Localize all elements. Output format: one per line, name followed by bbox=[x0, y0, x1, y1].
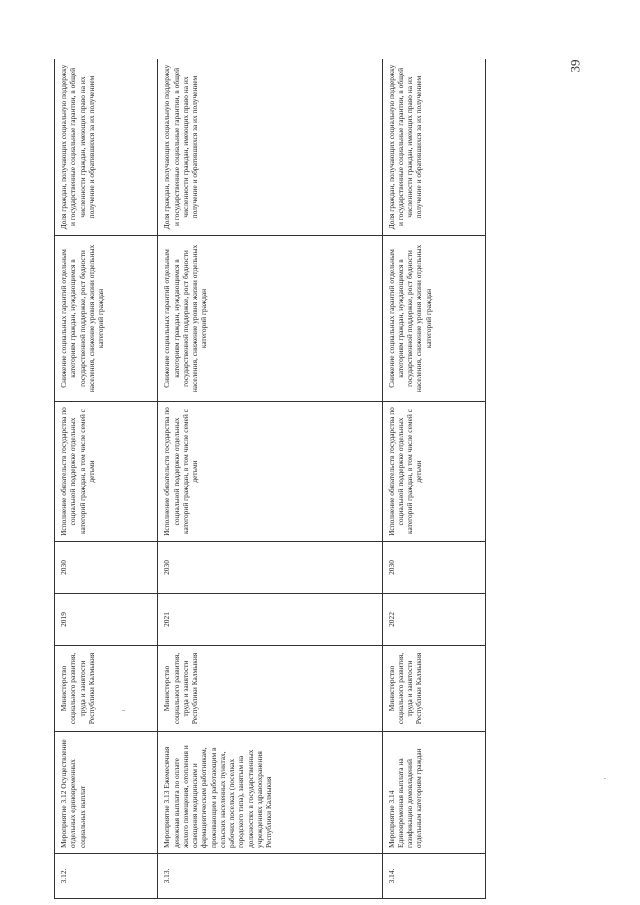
landscape-content bbox=[54, 59, 486, 899]
consequence-cell: Снижение социальных гарантий отдельным категориям граждан, нуждающимся в государственной поддержке, рост бедности населения, снижение уровня жизни отдельных категорий граждан bbox=[55, 236, 158, 402]
consequence-cell: Снижение социальных гарантий отдельным категориям граждан, нуждающимся в государственной поддержке, рост бедности населения, снижение уровня жизни отдельных категорий граждан bbox=[158, 236, 382, 402]
event-cell: Мероприятие 3.12 Осуществление отдельных единовременных социальных выплат bbox=[55, 732, 158, 854]
row-number: 3.14. bbox=[382, 854, 485, 899]
table-row bbox=[158, 59, 382, 899]
year-end-cell: 2030 bbox=[158, 542, 382, 594]
row-number: 3.13. bbox=[158, 854, 382, 899]
result-cell: Исполнение обязательств государства по социальной поддержке отдельных категорий граждан, в том числе семей с детьми bbox=[55, 402, 158, 542]
scan-speck bbox=[122, 710, 125, 711]
event-cell: Мероприятие 3.13 Ежемесячная денежная выплата по оплате жилого помещения, отопления и освещения медицинским и фармацевтическим работникам, проживающим и работающим в сельских населенных пунктах, рабочих поселках (поселках городского типа), занятым на должностях в государственных учреждениях здравоохранения Республики Калмыкия bbox=[158, 732, 382, 854]
year-end-cell: 2030 bbox=[382, 542, 485, 594]
year-start-cell: 2022 bbox=[382, 594, 485, 646]
measures-table bbox=[54, 59, 486, 899]
executor-cell: Министерство социального развития, труда и занятости Республики Калмыкия bbox=[382, 646, 485, 732]
result-cell: Исполнение обязательств государства по социальной поддержке отдельных категорий граждан, в том числе семей с детьми bbox=[158, 402, 382, 542]
indicator-cell: Доля граждан, получающих социальную поддержку и государственные социальные гарантии, в общей численности граждан, имеющих право на их получение и обратившихся за их получением bbox=[158, 59, 382, 236]
consequence-cell: Снижение социальных гарантий отдельным категориям граждан, нуждающимся в государственной поддержке, рост бедности населения, снижение уровня жизни отдельных категорий граждан bbox=[382, 236, 485, 402]
executor-cell: Министерство социального развития, труда и занятости Республики Калмыкия bbox=[55, 646, 158, 732]
page-number: 39 bbox=[567, 59, 583, 73]
result-cell: Исполнение обязательств государства по социальной поддержке отдельных категорий граждан, в том числе семей с детьми bbox=[382, 402, 485, 542]
indicator-cell: Доля граждан, получающих социальную поддержку и государственные социальные гарантии, в общей численности граждан, имеющих право на их получение и обратившихся за их получением bbox=[382, 59, 485, 236]
event-cell: Мероприятие 3.14 Единовременная выплата на газификацию домовладений отдельным категориям граждан bbox=[382, 732, 485, 854]
row-number: 3.12. bbox=[55, 854, 158, 899]
executor-cell: Министерство социального развития, труда и занятости Республики Калмыкия bbox=[158, 646, 382, 732]
table-row bbox=[382, 59, 485, 899]
year-start-cell: 2021 bbox=[158, 594, 382, 646]
indicator-cell: Доля граждан, получающих социальную поддержку и государственные социальные гарантии, в общей численности граждан, имеющих право на их получение и обратившихся за их получением bbox=[55, 59, 158, 236]
table-row bbox=[55, 59, 158, 899]
year-end-cell: 2030 bbox=[55, 542, 158, 594]
year-start-cell: 2019 bbox=[55, 594, 158, 646]
scan-speck bbox=[604, 778, 606, 779]
rotated-table-area bbox=[54, 59, 486, 899]
